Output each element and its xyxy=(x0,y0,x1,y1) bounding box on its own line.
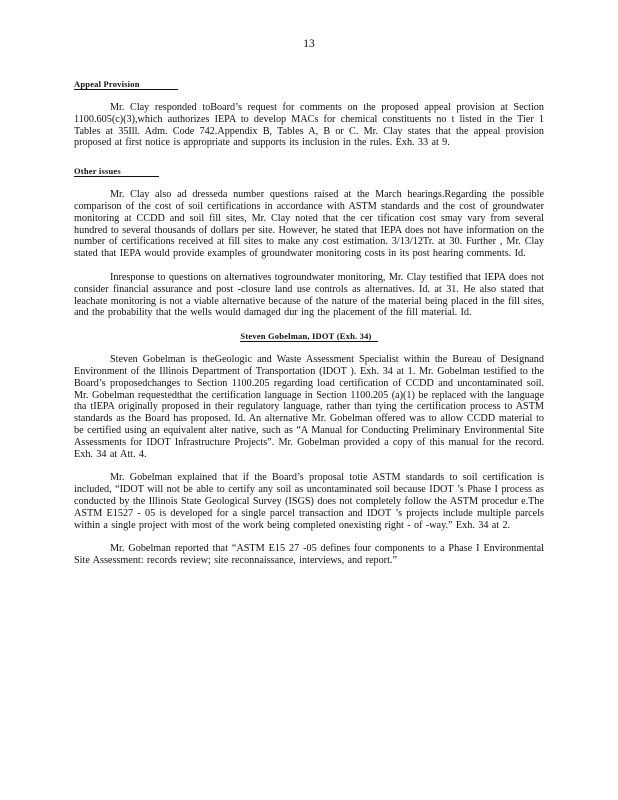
section-other-issues xyxy=(74,161,544,319)
paragraph-other-1: Mr. Clay also ad dresseda number questions raised at the March hearings.Regarding the possible comparison of the cost of soil certifications in accordance with ASTM standards and the cost of groundwater monitoring at CCDD and soil fill sites, Mr. Clay noted that the cer tification cost smay vary from several hundred to several thousands of dollars per site. However, he stated that IEPA does not have information on the number of certifications received at fill sites to make any cost estimation. 3/13/12Tr. at 30. Further , Mr. Clay stated that IEPA would provide examples of groundwater monitoring costs in its post hearing comments. Id. xyxy=(74,189,544,260)
section-heading-gobelman: Steven Gobelman, IDOT (Exh. 34) xyxy=(240,331,377,342)
section-heading-other: Other issues xyxy=(74,166,159,177)
paragraph-other-2: Inresponse to questions on alternatives togroundwater monitoring, Mr. Clay testified that IEPA does not consider financial assurance and post -closure land use controls as alternatives. Id. at 31. He also stated that leachate monitoring is not a viable alternative because of the nature of the material being placed in the fill sites, and the probability that the wells would damaged dur ing the placement of the fill material. Id. xyxy=(74,271,544,319)
page-number: 13 xyxy=(303,38,315,50)
paragraph-gobelman-2: Mr. Gobelman explained that if the Board’s proposal totie ASTM standards to soil certification is included, “IDOT will not be able to certify any soil as uncontaminated soil because IDOT ’s Phase I process as conducted by the Illinois State Geological Survey (ISGS) does not completely follow the ASTM procedur e.The ASTM E1527 - 05 is developed for a single parcel transaction and IDOT ’s projects include multiple parcels within a single project with most of the work being completed onexisting right - of -way.” Exh. 34 at 2. xyxy=(74,472,544,531)
paragraph-appeal-1: Mr. Clay responded toBoard’s request for comments on the proposed appeal provision at Section 1100.605(c)(3),which authorizes IEPA to develop MACs for chemical constituents no t listed in the Tier 1 Tables at 35Ill. Adm. Code 742.Appendix B, Tables A, B or C. Mr. Clay states that the appeal provision proposed at first notice is appropriate and supports its inclusion in the rules. Exh. 33 at 9. xyxy=(74,102,544,149)
section-heading-appeal: Appeal Provision xyxy=(74,79,178,90)
paragraph-gobelman-3: Mr. Gobelman reported that “ASTM E15 27 -05 defines four components to a Phase I Environmental Site Assessment: records review; site reconnaissance, interviews, and report.” xyxy=(74,543,544,567)
section-gobelman xyxy=(74,331,544,567)
paragraph-gobelman-1: Steven Gobelman is theGeologic and Waste Assessment Specialist within the Bureau of Designand Environment of the Illinois Department of Transportation (IDOT ). Exh. 34 at 1. Mr. Gobelman testified to the Board’s proposedchanges to Section 1100.205 regarding load certification of CCDD and uncontaminated soil. Mr. Gobelman requestedthat the certification language in Section 1100.205 (a)(1) be replaced with the language tha tIEPA originally proposed in their regulatory language, rather than tying the certification process to ASTM standards as the Board has proposed. Id. An alternative Mr. Gobelman offered was to allow CCDD material to be certified using an equivalent alter native, such as “A Manual for Conducting Preliminary Environmental Site Assessments for IDOT Infrastructure Projects”. Mr. Gobelman provided a copy of this manual for the record. Exh. 34 at Att. 4. xyxy=(74,354,544,460)
section-appeal-provision xyxy=(74,74,544,149)
